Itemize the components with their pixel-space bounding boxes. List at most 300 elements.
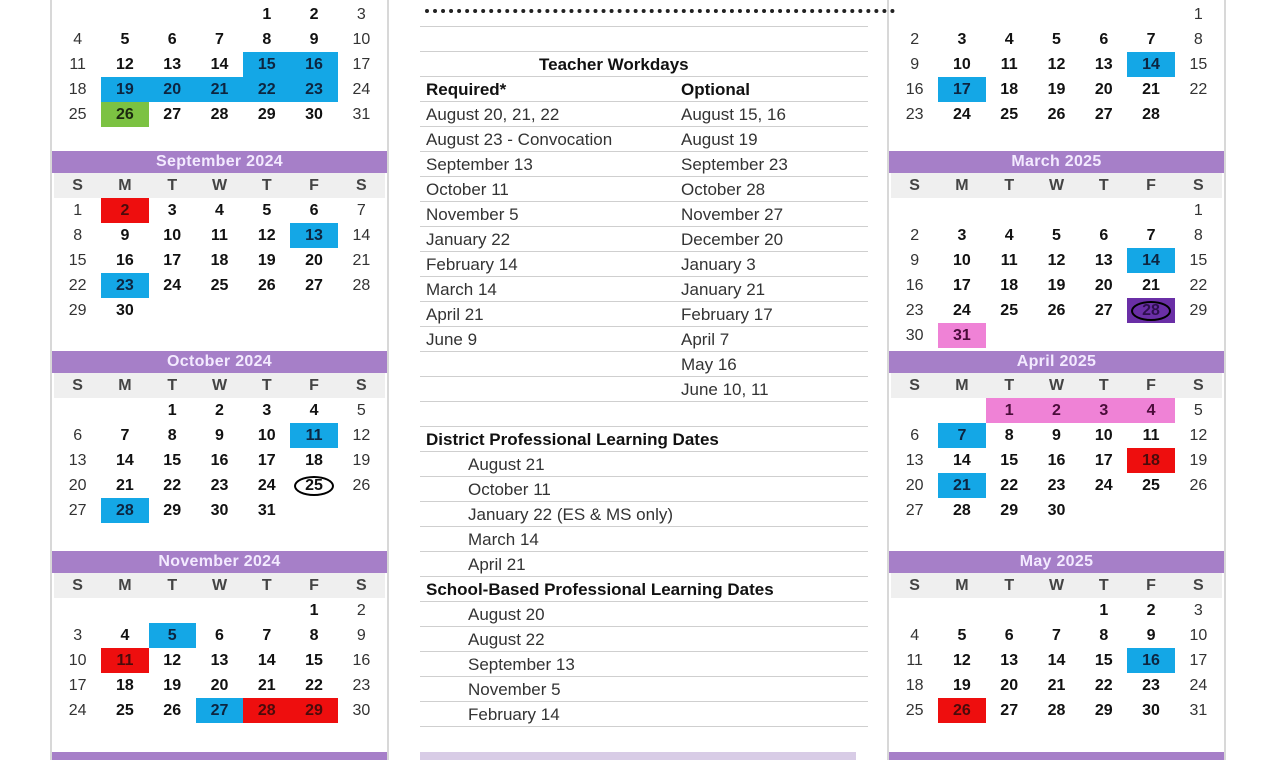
calendar-day: 4 — [309, 402, 319, 419]
calendar-day: 25 — [1142, 477, 1160, 494]
calendar-day: 17 — [352, 56, 371, 73]
month-calendar — [889, 351, 1224, 523]
calendar-day: 23 — [101, 273, 148, 298]
empty-day — [1033, 198, 1080, 223]
calendar-day: 12 — [257, 227, 276, 244]
week-row — [54, 498, 385, 523]
week-row — [891, 298, 1222, 323]
calendar-day: 25 — [905, 702, 924, 719]
weekday-label: M — [955, 377, 969, 394]
calendar-day: 3 — [957, 31, 967, 48]
calendar-day: 23 — [905, 106, 924, 123]
date-entry: January 22 — [426, 230, 511, 249]
rule-line — [420, 376, 868, 377]
week-row — [891, 498, 1222, 523]
weekday-label: M — [118, 177, 132, 194]
weekday-label: T — [1004, 377, 1015, 394]
calendar-day: 6 — [167, 31, 177, 48]
calendar-day: 22 — [68, 277, 87, 294]
empty-day — [101, 598, 148, 623]
calendar-day: 3 — [957, 227, 967, 244]
calendar-day: 26 — [1047, 302, 1066, 319]
calendar-day: 7 — [356, 202, 366, 219]
weekday-label: S — [356, 577, 367, 594]
rule-line — [420, 276, 868, 277]
calendar-day: 31 — [352, 106, 371, 123]
week-row — [891, 198, 1222, 223]
rule-line — [420, 601, 868, 602]
calendar-day: 13 — [1094, 252, 1113, 269]
calendar-day: 28 — [953, 502, 971, 519]
calendar-day: 8 — [1193, 227, 1203, 244]
calendar-day: 4 — [910, 627, 920, 644]
calendar-day: 9 — [356, 627, 366, 644]
week-row — [54, 223, 385, 248]
rule-line — [420, 576, 868, 577]
date-entry: February 14 — [426, 255, 518, 274]
weekday-label: S — [909, 577, 920, 594]
calendar-day: 27 — [68, 502, 87, 519]
calendar-day: 10 — [257, 427, 276, 444]
week-row — [891, 623, 1222, 648]
date-entry: March 14 — [426, 280, 497, 299]
empty-day — [196, 598, 243, 623]
calendar-day: 9 — [1052, 427, 1061, 444]
empty-day — [1175, 102, 1222, 127]
date-entry: June 10, 11 — [681, 380, 769, 399]
week-row — [891, 698, 1222, 723]
rule-line — [420, 26, 868, 27]
calendar-day: 4 — [215, 202, 224, 219]
calendar-day: 18 — [1000, 81, 1019, 98]
date-entry: September 13 — [468, 655, 575, 674]
week-row — [54, 598, 385, 623]
calendar-day: 12 — [1047, 56, 1066, 73]
calendar-day: 25 — [68, 106, 87, 123]
calendar-day: 7 — [1052, 627, 1061, 644]
june-2025-header-partial — [889, 752, 1224, 760]
month-title: April 2025 — [889, 351, 1224, 373]
calendar-day: 20 — [68, 477, 87, 494]
calendar-day: 10 — [352, 31, 371, 48]
weekday-label: W — [1048, 377, 1065, 394]
calendar-day: 24 — [953, 106, 971, 123]
calendar-day: 11 — [1142, 427, 1160, 444]
calendar-day: 15 — [243, 52, 290, 77]
weekday-label: S — [909, 177, 920, 194]
calendar-day: 22 — [305, 677, 323, 694]
empty-day — [54, 398, 101, 423]
weekday-header-row — [891, 573, 1222, 598]
month-calendar — [52, 151, 387, 323]
calendar-day: 19 — [1047, 277, 1066, 294]
week-row — [891, 323, 1222, 348]
calendar-day: 3 — [262, 402, 272, 419]
weekday-label: T — [1098, 177, 1109, 194]
calendar-day: 24 — [1189, 677, 1208, 694]
week-row — [891, 223, 1222, 248]
calendar-day: 12 — [352, 427, 371, 444]
calendar-day: 23 — [290, 77, 337, 102]
calendar-day: 1 — [1193, 202, 1203, 219]
calendar-day: 22 — [1189, 277, 1208, 294]
calendar-day: 14 — [1127, 52, 1174, 77]
calendar-day: 26 — [938, 698, 985, 723]
week-row — [54, 248, 385, 273]
calendar-day: 13 — [290, 223, 337, 248]
calendar-day: 17 — [953, 277, 971, 294]
required-label: Required* — [426, 80, 507, 99]
calendar-day: 8 — [1099, 627, 1109, 644]
calendar-day: 24 — [257, 477, 276, 494]
calendar-day: 14 — [210, 56, 229, 73]
calendar-day: 21 — [196, 77, 243, 102]
weekday-label: S — [356, 377, 367, 394]
calendar-day: 17 — [1189, 652, 1208, 669]
rule-line — [420, 426, 868, 427]
calendar-day: 24 — [352, 81, 371, 98]
right-calendar-column — [887, 0, 1226, 760]
weekday-label: F — [309, 577, 319, 594]
calendar-day: 7 — [1146, 31, 1156, 48]
empty-day — [1033, 598, 1080, 623]
left-calendar-column — [50, 0, 389, 760]
calendar-day: 15 — [1094, 652, 1113, 669]
calendar-day: 4 — [1004, 31, 1014, 48]
calendar-day: 27 — [196, 698, 243, 723]
week-row — [54, 77, 385, 102]
calendar-day: 15 — [1189, 56, 1208, 73]
calendar-day: 23 — [1047, 477, 1066, 494]
weekday-label: T — [167, 377, 178, 394]
week-row — [54, 52, 385, 77]
calendar-day: 1 — [73, 202, 83, 219]
calendar-day: 25 — [210, 277, 229, 294]
teacher-workdays-title: Teacher Workdays — [539, 55, 689, 74]
rule-line — [420, 351, 868, 352]
week-row — [891, 673, 1222, 698]
calendar-day: 15 — [1189, 252, 1208, 269]
calendar-day: 2 — [356, 602, 366, 619]
calendar-day: 15 — [163, 452, 182, 469]
empty-day — [938, 598, 985, 623]
calendar-day: 18 — [1127, 448, 1174, 473]
empty-day — [986, 2, 1033, 27]
calendar-day: 8 — [167, 427, 177, 444]
empty-day — [1033, 2, 1080, 27]
empty-day — [891, 598, 938, 623]
calendar-day: 12 — [116, 56, 134, 73]
calendar-day: 13 — [163, 56, 182, 73]
calendar-day: 28 — [352, 277, 371, 294]
date-entry: November 27 — [681, 205, 784, 224]
calendar-day: 12 — [1047, 252, 1066, 269]
calendar-day: 2 — [1033, 398, 1080, 423]
weekday-label: F — [309, 377, 319, 394]
calendar-day: 11 — [1000, 56, 1018, 73]
calendar-day: 6 — [73, 427, 83, 444]
calendar-day: 2 — [910, 227, 920, 244]
rule-line — [420, 101, 868, 102]
calendar-day: 30 — [352, 702, 371, 719]
weekday-label: S — [1193, 177, 1204, 194]
school-pl-title: School-Based Professional Learning Dates — [426, 580, 774, 599]
calendar-day: 19 — [1189, 452, 1208, 469]
date-entry: January 3 — [681, 255, 756, 274]
date-entry: September 23 — [681, 155, 788, 174]
date-entry: November 5 — [426, 205, 519, 224]
calendar-day: 25 — [1000, 106, 1019, 123]
calendar-day: 19 — [163, 677, 182, 694]
calendar-day: 16 — [290, 52, 337, 77]
empty-day — [891, 198, 938, 223]
calendar-day: 10 — [953, 252, 971, 269]
calendar-day: 30 — [116, 302, 134, 319]
weekday-label: T — [261, 377, 272, 394]
calendar-day: 18 — [68, 81, 87, 98]
calendar-day: 26 — [1047, 106, 1066, 123]
rule-line — [420, 501, 868, 502]
calendar-day: 3 — [1193, 602, 1203, 619]
calendar-day: 27 — [163, 106, 182, 123]
calendar-day: 13 — [1000, 652, 1019, 669]
calendar-day: 11 — [906, 652, 923, 669]
calendar-day: 1 — [309, 602, 319, 619]
calendar-day: 24 — [1094, 477, 1113, 494]
weekday-label: W — [1048, 177, 1065, 194]
calendar-day: 28 — [243, 698, 290, 723]
calendar-day: 4 — [1004, 227, 1014, 244]
week-row — [54, 473, 385, 498]
calendar-day: 20 — [1000, 677, 1019, 694]
weekday-label: T — [167, 177, 178, 194]
week-row — [891, 648, 1222, 673]
week-row — [54, 648, 385, 673]
calendar-day: 26 — [1189, 477, 1208, 494]
calendar-day: 19 — [257, 252, 276, 269]
weekday-label: W — [211, 377, 228, 394]
calendar-day: 20 — [905, 477, 924, 494]
date-entry: April 7 — [681, 330, 730, 349]
week-row — [891, 398, 1222, 423]
rule-line — [420, 526, 868, 527]
calendar-day: 7 — [262, 627, 272, 644]
empty-day — [1175, 323, 1222, 348]
weekday-label: M — [118, 377, 132, 394]
month-calendar — [52, 0, 387, 127]
calendar-day: 6 — [1004, 627, 1014, 644]
calendar-day: 25 — [116, 702, 134, 719]
calendar-day: 14 — [352, 227, 371, 244]
weekday-label: W — [1048, 577, 1065, 594]
month-title: November 2024 — [52, 551, 387, 573]
month-title: March 2025 — [889, 151, 1224, 173]
empty-day — [1033, 323, 1080, 348]
calendar-day: 17 — [1094, 452, 1113, 469]
calendar-day: 5 — [1052, 227, 1061, 244]
calendar-day: 14 — [1047, 652, 1066, 669]
empty-day — [891, 398, 938, 423]
calendar-day: 3 — [356, 6, 366, 23]
week-row — [54, 273, 385, 298]
empty-day — [290, 298, 337, 323]
empty-day — [1080, 198, 1127, 223]
calendar-day: 1 — [1193, 6, 1203, 23]
date-entry: September 13 — [426, 155, 533, 174]
weekday-label: T — [261, 577, 272, 594]
rule-line — [420, 251, 868, 252]
weekday-header-row — [54, 373, 385, 398]
weekday-label: T — [1004, 177, 1015, 194]
calendar-day: 8 — [1004, 427, 1014, 444]
weekday-label: S — [72, 177, 83, 194]
calendar-day: 23 — [905, 302, 924, 319]
weekday-label: W — [211, 577, 228, 594]
calendar-day: 20 — [1094, 81, 1113, 98]
rule-line — [420, 301, 868, 302]
week-row — [54, 398, 385, 423]
calendar-day: 25 — [290, 473, 337, 498]
calendar-day: 9 — [910, 252, 920, 269]
calendar-day: 24 — [68, 702, 87, 719]
weekday-label: T — [167, 577, 178, 594]
week-row — [891, 52, 1222, 77]
date-entry: December 20 — [681, 230, 784, 249]
calendar-day: 6 — [1099, 227, 1109, 244]
calendar-day: 13 — [210, 652, 229, 669]
week-row — [54, 698, 385, 723]
calendar-day: 14 — [116, 452, 134, 469]
calendar-day: 25 — [1000, 302, 1019, 319]
rule-line — [420, 701, 868, 702]
calendar-day: 9 — [309, 31, 319, 48]
calendar-day: 4 — [120, 627, 130, 644]
calendar-day: 12 — [1189, 427, 1208, 444]
week-row — [891, 473, 1222, 498]
calendar-day: 9 — [1146, 627, 1156, 644]
empty-day — [290, 498, 337, 523]
rule-line — [420, 626, 868, 627]
week-row — [54, 198, 385, 223]
calendar-day: 20 — [1094, 277, 1113, 294]
week-row — [54, 448, 385, 473]
calendar-day: 27 — [905, 502, 924, 519]
calendar-day: 16 — [210, 452, 229, 469]
empty-day — [196, 2, 243, 27]
calendar-day: 1 — [986, 398, 1033, 423]
empty-day — [1127, 2, 1174, 27]
calendar-day: 11 — [101, 648, 148, 673]
week-row — [891, 102, 1222, 127]
weekday-label: S — [72, 577, 83, 594]
date-entry: August 21 — [468, 455, 545, 474]
calendar-day: 27 — [305, 277, 323, 294]
weekday-label: S — [1193, 577, 1204, 594]
calendar-day: 29 — [1094, 702, 1113, 719]
weekday-label: W — [211, 177, 228, 194]
week-row — [54, 27, 385, 52]
week-row — [54, 2, 385, 27]
calendar-day: 22 — [243, 77, 290, 102]
dotted-divider — [425, 9, 895, 13]
rule-line — [420, 126, 868, 127]
week-row — [54, 298, 385, 323]
calendar-day: 21 — [1142, 277, 1160, 294]
empty-day — [149, 298, 196, 323]
date-entry: August 23 - Convocation — [426, 130, 613, 149]
calendar-day: 27 — [1000, 702, 1019, 719]
empty-day — [986, 598, 1033, 623]
weekday-header-row — [891, 173, 1222, 198]
calendar-day: 16 — [1127, 648, 1174, 673]
date-entry: April 21 — [426, 305, 484, 324]
weekday-label: F — [309, 177, 319, 194]
calendar-day: 22 — [1094, 677, 1113, 694]
weekday-label: T — [261, 177, 272, 194]
calendar-day: 5 — [356, 402, 366, 419]
empty-day — [54, 598, 101, 623]
calendar-day: 31 — [257, 502, 276, 519]
calendar-day: 12 — [163, 652, 182, 669]
empty-day — [938, 2, 985, 27]
week-row — [54, 623, 385, 648]
calendar-day: 24 — [953, 302, 971, 319]
weekday-label: T — [1098, 377, 1109, 394]
empty-day — [1080, 323, 1127, 348]
calendar-day: 2 — [910, 31, 920, 48]
date-entry: October 28 — [681, 180, 766, 199]
calendar-day: 29 — [290, 698, 337, 723]
calendar-day: 17 — [68, 677, 87, 694]
calendar-day: 18 — [210, 252, 229, 269]
weekday-label: M — [955, 177, 969, 194]
empty-day — [196, 298, 243, 323]
month-calendar — [52, 351, 387, 523]
calendar-day: 28 — [1127, 298, 1174, 323]
rule-line — [420, 176, 868, 177]
date-entry: November 5 — [468, 680, 561, 699]
week-row — [54, 423, 385, 448]
calendar-day: 9 — [910, 56, 920, 73]
calendar-day: 4 — [73, 31, 83, 48]
calendar-day: 10 — [68, 652, 87, 669]
calendar-day: 8 — [73, 227, 83, 244]
calendar-day: 30 — [1047, 502, 1066, 519]
calendar-day: 7 — [120, 427, 130, 444]
empty-day — [101, 2, 148, 27]
calendar-day: 15 — [1000, 452, 1019, 469]
date-entry: October 11 — [426, 180, 509, 199]
date-entry: August 20, 21, 22 — [426, 105, 560, 124]
calendar-day: 11 — [290, 423, 337, 448]
rule-line — [420, 651, 868, 652]
calendar-day: 29 — [257, 106, 276, 123]
date-entry: June 9 — [426, 330, 478, 349]
weekday-label: M — [955, 577, 969, 594]
calendar-day: 23 — [352, 677, 371, 694]
empty-day — [54, 2, 101, 27]
calendar-day: 10 — [1189, 627, 1208, 644]
month-calendar — [889, 151, 1224, 348]
calendar-day: 16 — [905, 277, 924, 294]
calendar-day: 19 — [1047, 81, 1066, 98]
weekday-label: S — [1193, 377, 1204, 394]
month-calendar — [889, 551, 1224, 723]
weekday-label: F — [1146, 177, 1156, 194]
empty-day — [149, 2, 196, 27]
calendar-day: 6 — [309, 202, 319, 219]
calendar-day: 2 — [309, 6, 319, 23]
